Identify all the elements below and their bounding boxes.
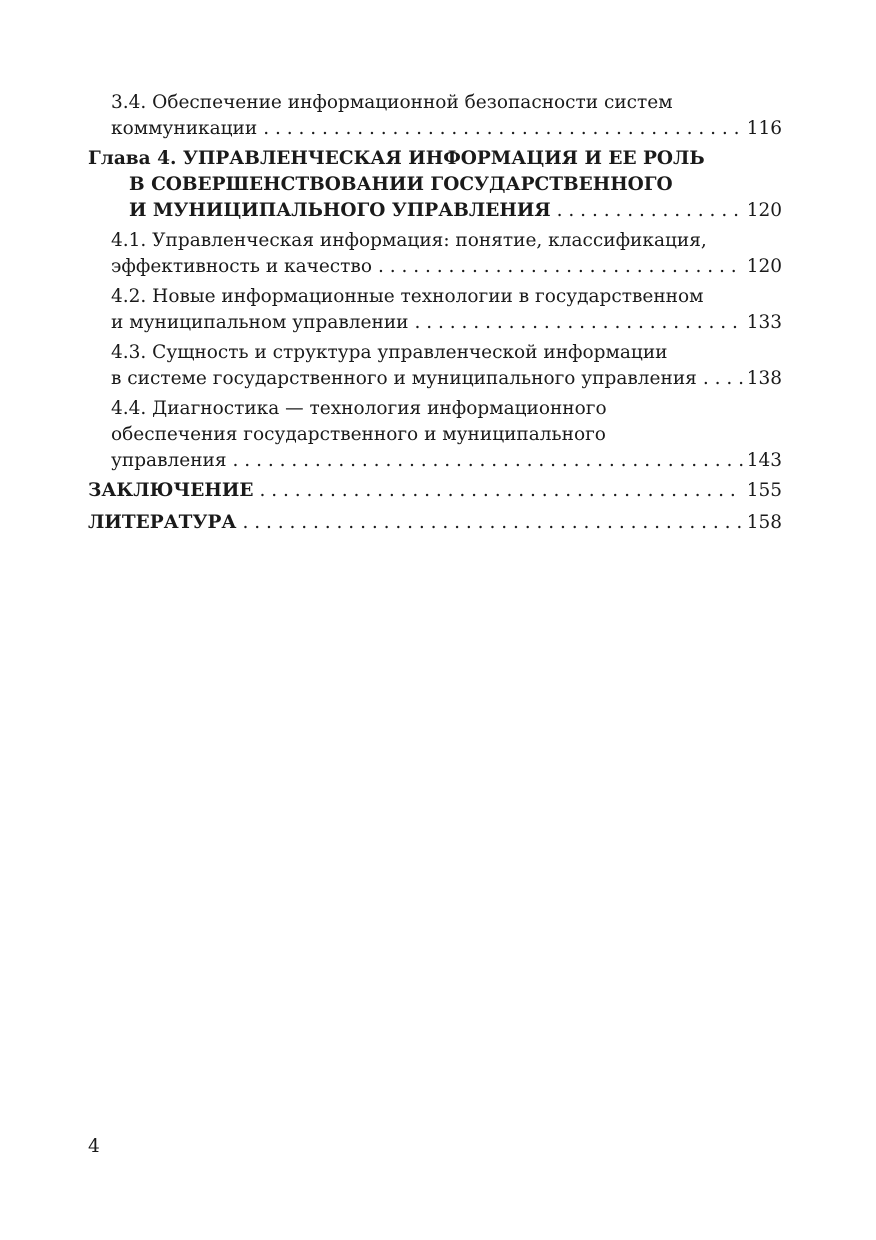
toc-chapter-4 bbox=[88, 146, 782, 224]
toc-page-number: 138 bbox=[746, 368, 782, 389]
toc-page-number: 120 bbox=[746, 256, 782, 277]
toc-entry-title: 4.3. Сущность и структура управленческой информации bbox=[111, 342, 668, 363]
toc-entry-4-4 bbox=[88, 396, 782, 474]
dot-leader bbox=[263, 116, 743, 142]
toc-entry-title: в системе государственного и муниципального управления bbox=[111, 368, 697, 389]
toc-entry-title: обеспечения государственного и муниципального bbox=[111, 424, 606, 445]
toc-entry-4-1 bbox=[88, 228, 782, 280]
page-number: 4 bbox=[88, 1136, 100, 1157]
toc-entry-title: 4.1. Управленческая информация: понятие, классификация, bbox=[111, 230, 707, 251]
dot-leader bbox=[557, 198, 743, 224]
toc-page-number: 143 bbox=[746, 450, 782, 471]
chapter-title: В СОВЕРШЕНСТВОВАНИИ ГОСУДАРСТВЕННОГО bbox=[129, 174, 673, 195]
dot-leader bbox=[233, 448, 743, 474]
toc-entry-title: эффективность и качество bbox=[111, 256, 372, 277]
toc-entry-4-2 bbox=[88, 284, 782, 336]
toc-page-number: 133 bbox=[746, 312, 782, 333]
toc-entry-4-3 bbox=[88, 340, 782, 392]
chapter-title: Глава 4. УПРАВЛЕНЧЕСКАЯ ИНФОРМАЦИЯ И ЕЕ РОЛЬ bbox=[88, 148, 705, 169]
toc-entry-title: 4.2. Новые информационные технологии в государственном bbox=[111, 286, 704, 307]
toc-page-number: 120 bbox=[746, 200, 782, 221]
table-of-contents bbox=[88, 90, 782, 542]
toc-page-number: 155 bbox=[746, 480, 782, 501]
chapter-title: И МУНИЦИПАЛЬНОГО УПРАВЛЕНИЯ bbox=[129, 200, 551, 221]
toc-entry-title: 4.4. Диагностика — технология информационного bbox=[111, 398, 607, 419]
toc-page-number: 116 bbox=[746, 118, 782, 139]
toc-entry-title: 3.4. Обеспечение информационной безопасности систем bbox=[111, 92, 673, 113]
toc-entry-literature bbox=[88, 510, 782, 536]
toc-entry-title: управления bbox=[111, 450, 227, 471]
toc-page-number: 158 bbox=[746, 512, 782, 533]
toc-entry-3-4 bbox=[88, 90, 782, 142]
dot-leader bbox=[242, 510, 742, 536]
dot-leader bbox=[378, 254, 743, 280]
toc-entry-title: и муниципальном управлении bbox=[111, 312, 409, 333]
dot-leader bbox=[259, 478, 742, 504]
toc-entry-title: коммуникации bbox=[111, 118, 258, 139]
toc-entry-conclusion bbox=[88, 478, 782, 504]
toc-entry-title: ЛИТЕРАТУРА bbox=[88, 512, 237, 533]
toc-entry-title: ЗАКЛЮЧЕНИЕ bbox=[88, 480, 254, 501]
dot-leader bbox=[415, 310, 743, 336]
dot-leader bbox=[703, 366, 743, 392]
